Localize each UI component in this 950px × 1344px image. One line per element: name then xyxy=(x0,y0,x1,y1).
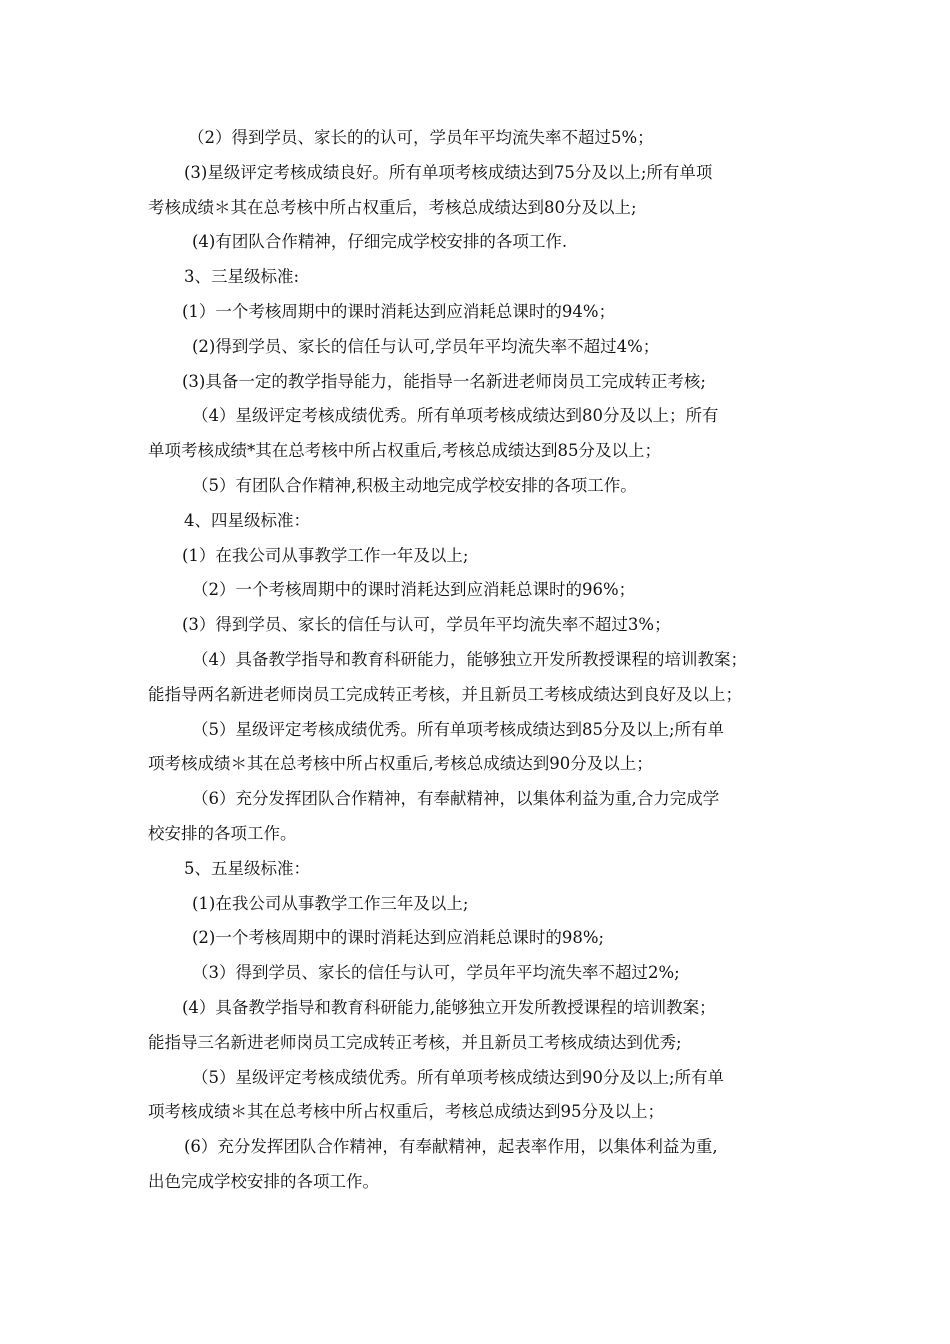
section-heading: 4、四星级标准： xyxy=(184,510,310,530)
paragraph-line: （5）有团队合作精神,积极主动地完成学校安排的各项工作。 xyxy=(192,475,637,495)
paragraph-line: （6）充分发挥团队合作精神，有奉献精神，以集体利益为重,合力完成学 xyxy=(192,789,720,809)
section-heading: 3、三星级标准: xyxy=(184,267,300,287)
paragraph-line: (3）得到学员、家长的信任与认可，学员年平均流失率不超过3%； xyxy=(182,615,671,635)
paragraph-line: （5）星级评定考核成绩优秀。所有单项考核成绩达到90分及以上;所有单 xyxy=(192,1067,725,1087)
paragraph-line: （4）星级评定考核成绩优秀。所有单项考核成绩达到80分及以上；所有 xyxy=(192,406,719,426)
paragraph-line: (4)有团队合作精神，仔细完成学校安排的各项工作. xyxy=(192,232,568,252)
paragraph-line: 校安排的各项工作。 xyxy=(148,823,297,843)
paragraph-line: （3）得到学员、家长的信任与认可，学员年平均流失率不超过2%; xyxy=(192,963,680,983)
paragraph-line: （2）得到学员、家长的的认可，学员年平均流失率不超过5%； xyxy=(188,128,654,147)
paragraph-line: 能指导两名新进老师岗员工完成转正考核，并且新员工考核成绩达到良好及以上； xyxy=(148,684,742,704)
paragraph-line: 出色完成学校安排的各项工作。 xyxy=(148,1171,379,1191)
paragraph-line: (2)一个考核周期中的课时消耗达到应消耗总课时的98%; xyxy=(192,928,605,948)
paragraph-line: 项考核成绩＊其在总考核中所占权重后，考核总成绩达到95分及以上； xyxy=(148,1102,664,1122)
paragraph-line: 考核成绩＊其在总考核中所占权重后，考核总成绩达到80分及以上; xyxy=(148,197,637,217)
paragraph-line: (4）具备教学指导和教育科研能力,能够独立开发所教授课程的培训教案； xyxy=(182,997,716,1017)
paragraph-line: (3)星级评定考核成绩良好。所有单项考核成绩达到75分及以上;所有单项 xyxy=(184,162,713,182)
paragraph-line: (6）充分发挥团队合作精神，有奉献精神，起表率作用，以集体利益为重, xyxy=(184,1137,718,1157)
paragraph-line: （5）星级评定考核成绩优秀。所有单项考核成绩达到85分及以上;所有单 xyxy=(192,719,725,739)
paragraph-line: (3)具备一定的教学指导能力，能指导一名新进老师岗员工完成转正考核; xyxy=(182,371,706,391)
section-heading: 5、五星级标准： xyxy=(184,858,310,878)
paragraph-line: 项考核成绩＊其在总考核中所占权重后,考核总成绩达到90分及以上； xyxy=(148,754,653,774)
paragraph-line: (1）在我公司从事教学工作一年及以上; xyxy=(182,545,469,565)
paragraph-line: （2）一个考核周期中的课时消耗达到应消耗总课时的96%； xyxy=(192,580,636,600)
document-body xyxy=(148,121,813,1200)
paragraph-line: (1）一个考核周期中的课时消耗达到应消耗总课时的94%； xyxy=(182,301,616,321)
paragraph-line: 单项考核成绩*其在总考核中所占权重后,考核总成绩达到85分及以上； xyxy=(148,441,661,461)
paragraph-line: 能指导三名新进老师岗员工完成转正考核，并且新员工考核成绩达到优秀; xyxy=(148,1032,682,1052)
paragraph-line: （4）具备教学指导和教育科研能力，能够独立开发所教授课程的培训教案； xyxy=(192,649,747,669)
paragraph-line: (1)在我公司从事教学工作三年及以上; xyxy=(192,893,469,913)
paragraph-line: (2)得到学员、家长的信任与认可,学员年平均流失率不超过4%； xyxy=(192,336,660,356)
